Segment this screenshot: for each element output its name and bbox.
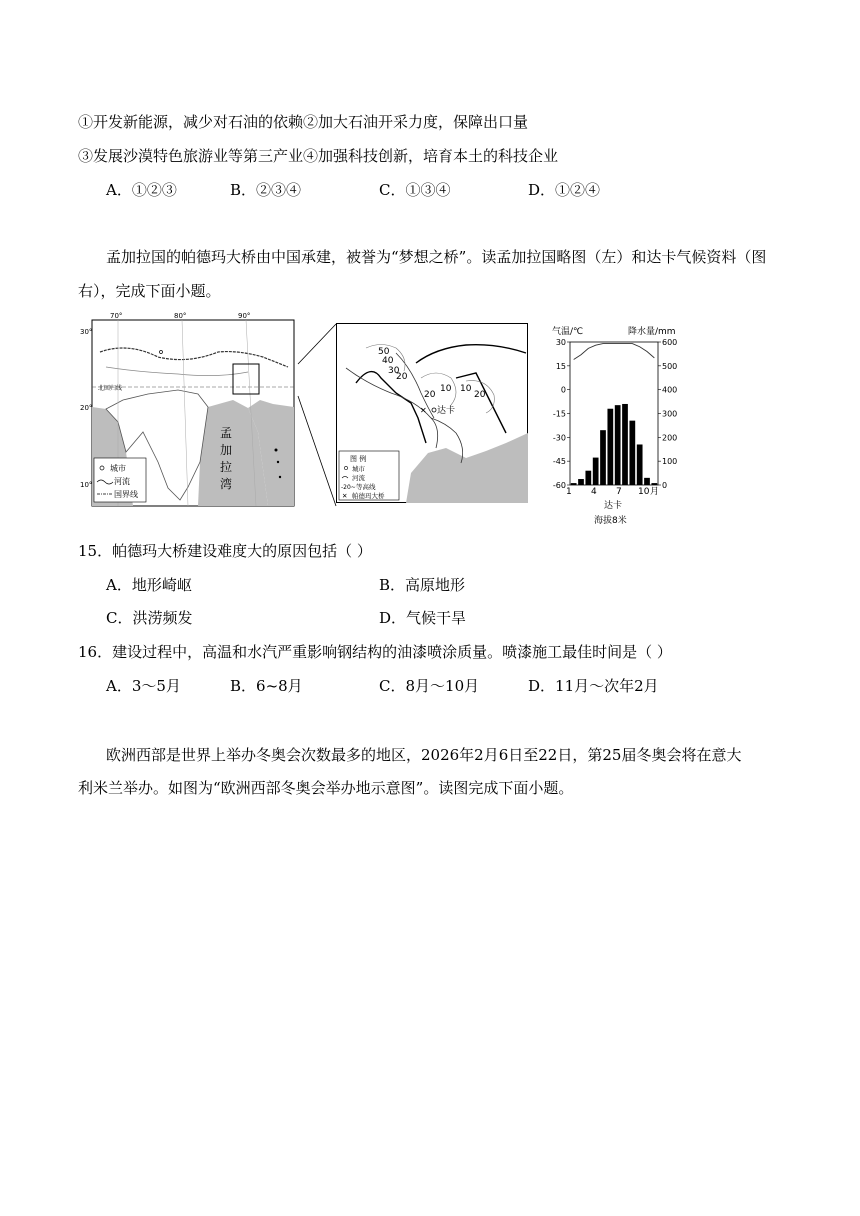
precip-bar [600, 430, 606, 485]
q16-option-c[interactable] [379, 676, 479, 696]
option-letter: A． [106, 181, 132, 199]
precip-bar [571, 483, 577, 485]
left-tick-label: -60 [552, 481, 566, 490]
precip-bar [578, 479, 584, 485]
contour-label-50: 50 [378, 347, 390, 357]
contour-label-20c: 20 [474, 390, 486, 400]
x-tick-10: 10 [638, 487, 650, 497]
precip-bar [629, 421, 635, 485]
x-tick-4: 4 [591, 487, 597, 497]
dhaka-climate-chart [548, 322, 688, 530]
contour-label-20b: 20 [424, 390, 436, 400]
right-axis-label: 降水量/mm [628, 327, 676, 337]
option-letter: C． [106, 609, 133, 627]
precip-bar [622, 404, 628, 485]
right-tick-label: 400 [662, 385, 678, 395]
left-tick-label: -15 [552, 409, 566, 419]
intro-europe-line-1: 欧洲西部是世界上举办冬奥会次数最多的地区，2026年2月6日至22日，第25届冬奥会将在意大 [106, 746, 742, 764]
city-label-dhaka: 达卡 [437, 406, 456, 416]
lat-label-30: 30° [80, 328, 93, 336]
q16-stem: 16．建设过程中，高温和水汽严重影响钢结构的油漆喷涂质量。喷漆施工最佳时间是（ ） [78, 643, 672, 661]
left-tick-label: -45 [552, 457, 566, 467]
q14-option-b[interactable] [230, 180, 301, 200]
sea-label-char-1: 孟 [220, 426, 233, 440]
option-text: 6~8月 [256, 677, 303, 695]
option-text: 11月～次年2月 [555, 677, 659, 695]
legend-bridge-icon: ✕ [342, 492, 348, 500]
left-tick-label: 0 [560, 385, 566, 395]
zoom-connector [298, 320, 338, 510]
left-tick-label: -30 [552, 433, 566, 443]
precip-bar [585, 471, 591, 485]
option-text: ②③④ [256, 181, 302, 199]
intro-bangladesh-line-1: 孟加拉国的帕德玛大桥由中国承建，被誉为“梦想之桥”。读孟加拉国略图（左）和达卡气候资料（图 [106, 248, 767, 266]
chart-location: 达卡 [604, 501, 623, 511]
option-text: 洪涝频发 [132, 609, 193, 627]
lon-label-80: 80° [174, 312, 187, 320]
q16-option-b[interactable] [230, 676, 303, 696]
contour-label-40: 40 [382, 356, 394, 366]
right-tick-label: 200 [662, 433, 678, 443]
q15-stem: 15．帕德玛大桥建设难度大的原因包括（ ） [78, 542, 372, 560]
plot-frame [570, 342, 658, 485]
temperature-line [574, 344, 655, 360]
lon-label-90: 90° [238, 312, 251, 320]
legend-border: 国界线 [114, 490, 138, 499]
option-letter: A． [106, 576, 132, 594]
sea-label-char-3: 拉 [220, 460, 233, 474]
q14-option-d[interactable] [528, 180, 600, 200]
right-tick-label: 600 [662, 338, 678, 347]
chart-plot-area [553, 338, 677, 490]
option-letter: D． [379, 609, 407, 627]
q14-statement-2: ③发展沙漠特色旅游业等第三产业④加强科技创新，培育本土的科技企业 [78, 147, 559, 165]
chart-elevation: 海拔8米 [594, 516, 627, 526]
option-letter: B． [230, 181, 257, 199]
option-text: ①②④ [555, 181, 601, 199]
legend-title: 图 例 [350, 455, 367, 463]
q15-option-b[interactable] [379, 575, 465, 595]
q15-option-c[interactable] [106, 608, 193, 628]
contour-label-30: 30 [388, 366, 400, 376]
q16-option-d[interactable] [528, 676, 659, 696]
legend-contour: 等高线 [356, 483, 376, 491]
left-tick-label: 30 [555, 338, 566, 347]
option-letter: D． [528, 181, 556, 199]
lon-label-70: 70° [110, 312, 123, 320]
option-text: 气候干旱 [406, 609, 467, 627]
left-axis-label: 气温/℃ [552, 327, 584, 337]
option-text: ①②③ [131, 181, 177, 199]
option-letter: D． [528, 677, 556, 695]
x-tick-7: 7 [616, 487, 622, 497]
bangladesh-detail-map [336, 323, 528, 503]
precip-bar [607, 409, 613, 485]
option-text: 地形崎岖 [131, 576, 192, 594]
option-letter: B． [230, 677, 257, 695]
q15-option-d[interactable] [379, 608, 466, 628]
contour-label-10a: 10 [440, 384, 452, 394]
q14-option-a[interactable] [106, 180, 177, 200]
contour-label-20a: 20 [396, 372, 408, 382]
lat-label-10: 10° [80, 481, 93, 489]
option-letter: B． [379, 576, 406, 594]
precip-bar [637, 444, 643, 485]
option-text: ①③④ [405, 181, 451, 199]
tropic-label: 北回归线 [98, 385, 123, 392]
x-unit: 月 [650, 487, 660, 497]
option-text: 高原地形 [405, 576, 466, 594]
legend-contour-icon: -20~ [341, 484, 356, 491]
lat-label-20: 20° [80, 404, 93, 412]
q14-statement-1: ①开发新能源，减少对石油的依赖②加大石油开采力度，保障出口量 [78, 113, 529, 131]
option-text: 8月～10月 [405, 677, 480, 695]
q15-option-a[interactable] [106, 575, 192, 595]
right-tick-label: 500 [662, 361, 678, 371]
precip-bar [644, 478, 650, 485]
sea-label-char-4: 湾 [220, 477, 233, 491]
left-tick-label: 15 [555, 361, 566, 371]
right-tick-label: 100 [662, 457, 678, 467]
x-tick-1: 1 [566, 487, 572, 497]
legend-river: 河流 [352, 474, 365, 482]
right-tick-label: 0 [662, 481, 668, 490]
legend-bridge: 帕德玛大桥 [352, 492, 385, 500]
precip-bar [615, 405, 621, 485]
right-tick-label: 300 [662, 409, 678, 419]
legend-city: 城市 [110, 464, 126, 473]
legend-river: 河流 [114, 477, 130, 486]
precip-bar [651, 483, 657, 485]
precip-bar [593, 458, 599, 485]
sea-label-char-2: 加 [220, 443, 233, 457]
option-letter: C． [379, 181, 406, 199]
bridge-icon: ✕ [420, 406, 427, 415]
option-text: 3～5月 [131, 677, 181, 695]
legend-city: 城市 [352, 465, 365, 473]
option-letter: A． [106, 677, 132, 695]
q16-option-a[interactable] [106, 676, 181, 696]
intro-europe-line-2: 利米兰举办。如图为“欧洲西部冬奥会举办地示意图”。读图完成下面小题。 [78, 779, 574, 797]
contour-label-10b: 10 [460, 384, 472, 394]
intro-bangladesh-line-2: 右），完成下面小题。 [78, 282, 221, 300]
q14-option-c[interactable] [379, 180, 451, 200]
overview-map [80, 312, 298, 510]
option-letter: C． [379, 677, 406, 695]
